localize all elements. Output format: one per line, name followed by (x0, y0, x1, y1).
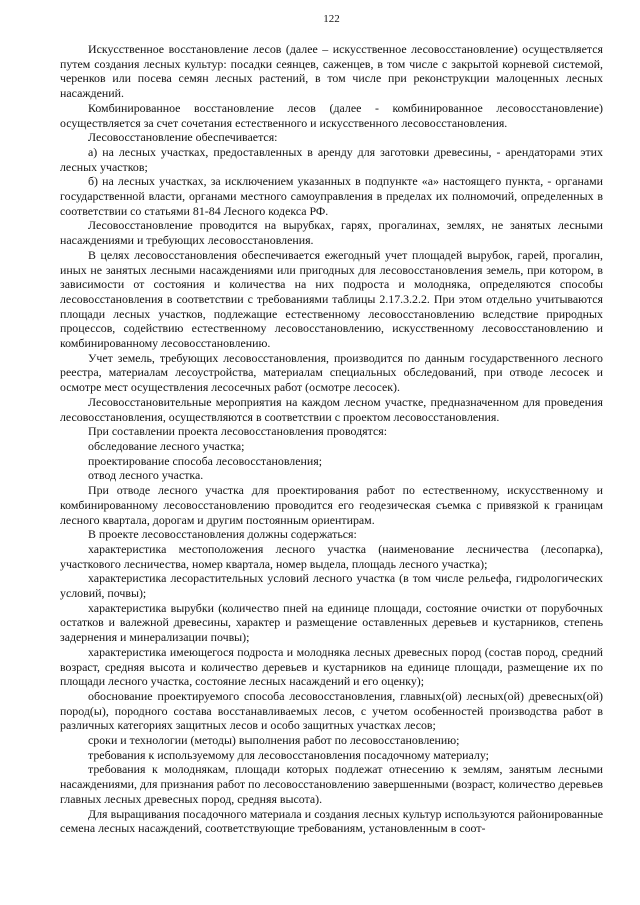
paragraph: характеристика местоположения лесного участка (наименование лесничества (лесопарка), участкового лесничества, номер квартала, номер выдела, площадь лесного участка); (60, 541, 603, 571)
paragraph: отвод лесного участка. (88, 468, 204, 483)
paragraph: В проекте лесовосстановления должны содержаться: (88, 527, 357, 542)
paragraph: Лесовосстановительные мероприятия на каждом лесном участке, предназначенном для проведения лесовосстановления, осуществляются в соответствии с проектом лесовосстановления. (60, 394, 603, 424)
paragraph: Комбинированное восстановление лесов (далее - комбинированное лесовосстановление) осуществляется за счет сочетания естественного и искусственного лесовосстановления. (60, 100, 603, 130)
document-page (60, 12, 603, 836)
paragraph: требования к используемому для лесовосстановления посадочному материалу; (88, 747, 489, 762)
paragraph: Лесовосстановление проводится на вырубках, гарях, прогалинах, землях, не занятых лесными насаждениями и требующих лесовосстановления. (60, 218, 603, 248)
paragraph: Лесовосстановление обеспечивается: (88, 130, 278, 145)
paragraph: характеристика лесорастительных условий лесного участка (в том числе рельефа, гидрологических условий, почвы); (60, 571, 603, 601)
paragraph: При отводе лесного участка для проектирования работ по естественному, искусственному и комбинированному лесовосстановлению проводится его геодезическая съемка с привязкой к границам лесного квартала, дорогам и другим постоянным ориентирам. (60, 483, 603, 527)
paragraph: требования к молоднякам, площади которых подлежат отнесению к землям, занятым лесными насаждениями, для признания работ по лесовосстановлению завершенными (возраст, количество деревьев главных лесных древесных пород, средняя высота). (60, 762, 603, 806)
paragraph: Учет земель, требующих лесовосстановления, производится по данным государственного лесного реестра, материалам лесоустройства, материалам специальных обследований, при отводе лесосек и осмотре мест осуществления лесосечных работ (осмотре лесосек). (60, 350, 603, 395)
paragraph: обследование лесного участка; (88, 438, 245, 453)
body-text (60, 42, 603, 836)
paragraph: В целях лесовосстановления обеспечивается ежегодный учет площадей вырубок, гарей, прогалин, иных не занятых лесными насаждениями или пригодных для лесовосстановления земель, при котором, в зависимости от состояния и количества на них подроста и молодняка, определяются способы лесовосстановления в соответствии с требованиями таблицы 2.17.3.2.2. При этом отдельно учитываются площади лесных участков, подлежащие естественному лесовосстановлению вследствие природных процессов, содействию естественному лесовосстановлению, искусственному лесовосстановлению и комбинированному лесовосстановлению. (60, 247, 603, 351)
paragraph: сроки и технологии (методы) выполнения работ по лесовосстановлению; (88, 733, 460, 748)
paragraph: Искусственное восстановление лесов (далее – искусственное лесовосстановление) осуществляется путем создания лесных культур: посадки сеянцев, саженцев, в том числе с закрытой корневой системой, черенков или посева семян лесных растений, в том числе при реконструкции малоценных лесных насаждений. (60, 42, 603, 101)
paragraph: проектирование способа лесовосстановления; (88, 453, 323, 468)
paragraph: характеристика имеющегося подроста и молодняка лесных древесных пород (состав пород, средний возраст, средняя высота и количество деревьев и кустарников на единице площади, размещение их по площади лесного участка, состояние лесных насаждений и его оценку); (60, 644, 603, 689)
paragraph: б) на лесных участках, за исключением указанных в подпункте «а» настоящего пункта, - органами государственной власти, органами местного самоуправления в пределах их полномочий, определенных в соответствии со статьями 81-84 Лесного кодекса РФ. (60, 174, 603, 218)
page-number: 122 (323, 13, 340, 25)
paragraph: а) на лесных участках, предоставленных в аренду для заготовки древесины, - арендаторами этих лесных участков; (60, 144, 603, 174)
paragraph: При составлении проекта лесовосстановления проводятся: (88, 424, 388, 439)
paragraph: обоснование проектируемого способа лесовосстановления, главных(ой) лесных(ой) древесных(ой) пород(ы), породного состава восстанавливаемых лесов, с учетом особенностей производства работ в различных категориях защитных лесов и особо защитных участках лесов; (60, 688, 603, 733)
paragraph: Для выращивания посадочного материала и создания лесных культур используются районированные семена лесных насаждений, соответствующие требованиям, установленным в соот- (60, 806, 603, 836)
paragraph: характеристика вырубки (количество пней на единице площади, состояние очистки от порубочных остатков и валежной древесины, характер и размещение оставленных деревьев и кустарников, степень задернения и минерализации почвы); (60, 600, 603, 645)
